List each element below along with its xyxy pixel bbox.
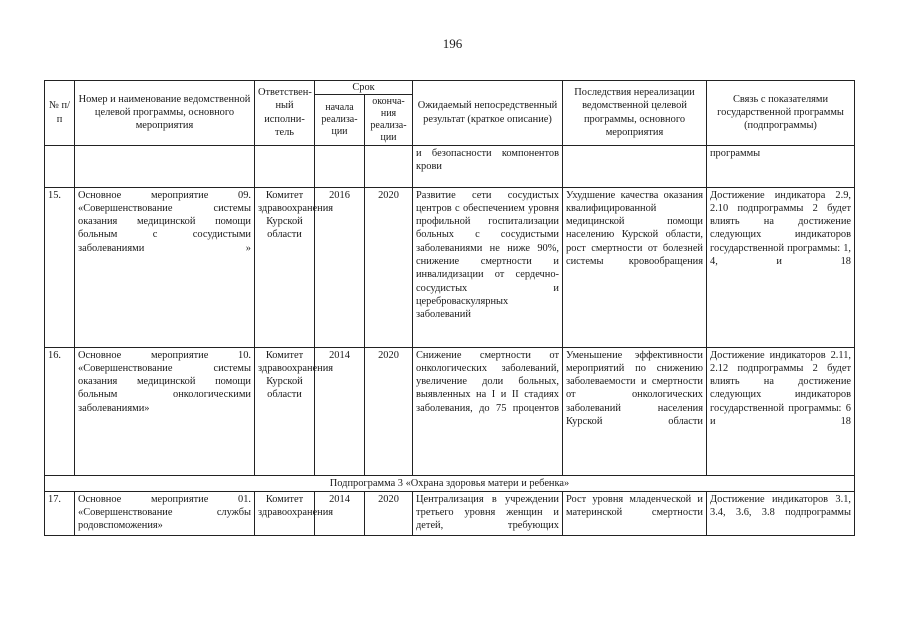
- row-name: Основное мероприятие 09. «Совершенствование системы оказания медицинской помощи больным с сосудистыми заболеваниями »: [75, 187, 255, 347]
- program-table: [44, 80, 855, 536]
- row-result: Снижение смертности от онкологических заболеваний, увеличение доли больных, выявленных на I и II стадиях заболевания, до 75 процентов: [413, 347, 563, 475]
- table-row: [45, 347, 855, 475]
- subprogram-row: [45, 475, 855, 491]
- page-number: 196: [442, 36, 463, 51]
- header-link: Связь с показателями государственной программы (подпрограммы): [707, 81, 855, 146]
- header-name: Номер и наименование ведомственной целевой программы, основного мероприятия: [75, 81, 255, 146]
- row-responsible: Комитет здравоохранения Курской области: [255, 187, 315, 347]
- row-consequences: Уменьшение эффективности мероприятий по снижению заболеваемости и смертности от онкологических заболеваний населения Курской области: [563, 347, 707, 475]
- row-link: Достижение индикаторов 3.1, 3.4, 3.6, 3.8 подпрограммы: [707, 491, 855, 535]
- subprogram-title: Подпрограмма 3 «Охрана здоровья матери и ребенка»: [45, 475, 855, 491]
- row-consequences: Рост уровня младенческой и материнской смертности: [563, 491, 707, 535]
- header-term: Срок: [315, 81, 413, 95]
- header-num: № п/п: [45, 81, 75, 146]
- table-row: [45, 491, 855, 535]
- row-end: 2020: [365, 187, 413, 347]
- row-link: Достижение индикаторов 2.11, 2.12 подпрограммы 2 будет влиять на достижение следующих индикаторов государственной программы: 6 и 18: [707, 347, 855, 475]
- row-responsible: Комитет здравоохранения: [255, 491, 315, 535]
- header-end: оконча-ния реализа-ции: [365, 95, 413, 145]
- header-consequences: Последствия нереализации ведомственной целевой программы, основного мероприятия: [563, 81, 707, 146]
- header-row: [45, 81, 855, 95]
- row-end: 2020: [365, 491, 413, 535]
- row-start: 2016: [315, 187, 365, 347]
- continuation-result: и безопасности компонентов крови: [413, 145, 563, 187]
- row-start: 2014: [315, 347, 365, 475]
- row-start: 2014: [315, 491, 365, 535]
- header-start: начала реализа-ции: [315, 95, 365, 145]
- continuation-link: программы: [707, 145, 855, 187]
- header-responsible: Ответствен-ный исполни-тель: [255, 81, 315, 146]
- header-result: Ожидаемый непосредственный результат (краткое описание): [413, 81, 563, 146]
- row-link: Достижение индикатора 2.9, 2.10 подпрограммы 2 будет влиять на достижение следующих индикаторов государственной программы: 1, 4, и 18: [707, 187, 855, 347]
- row-number: 16.: [45, 347, 75, 475]
- continuation-row: [45, 145, 855, 187]
- row-name: Основное мероприятие 01. «Совершенствование службы родовспоможения»: [75, 491, 255, 535]
- row-number: 17.: [45, 491, 75, 535]
- row-consequences: Ухудшение качества оказания квалифицированной медицинской помощи населению Курской области, рост смертности от болезней системы кровообращения: [563, 187, 707, 347]
- row-end: 2020: [365, 347, 413, 475]
- row-responsible: Комитет здравоохранения Курской области: [255, 347, 315, 475]
- row-name: Основное мероприятие 10. «Совершенствование системы оказания медицинской помощи больным онкологическими заболеваниями»: [75, 347, 255, 475]
- row-number: 15.: [45, 187, 75, 347]
- row-result: Централизация в учреждении третьего уровня женщин и детей, требующих: [413, 491, 563, 535]
- row-result: Развитие сети сосудистых центров с обеспечением уровня профильной госпитализации больных с сосудистыми заболеваниями не ниже 90%, снижение смертности и инвалидизации от сердечно-сосудистых и цереброваскулярных заболеваний: [413, 187, 563, 347]
- table-row: [45, 187, 855, 347]
